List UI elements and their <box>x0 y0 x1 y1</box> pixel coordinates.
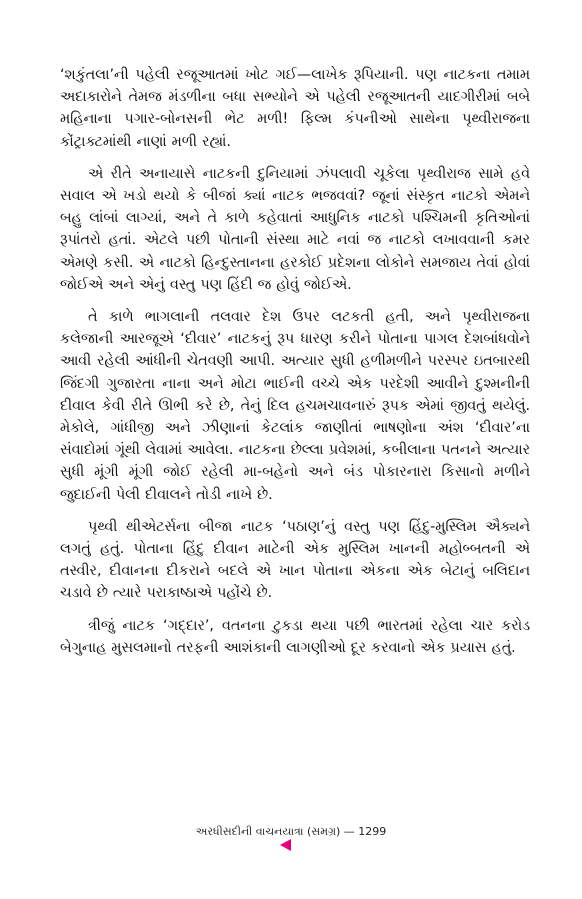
paragraph-4: પૃથ્વી થીએટર્સના બીજા નાટક ‘પઠાણ’નું વસ્તુ પણ હિંદુ-મુસ્લિમ ઐક્યને લગતું હતું. પોતાના હિંદુ દીવાન માટેની એક મુસ્લિમ ખાનની મહોબ્બતની એ તસ્વીર, દીવાનના દીકરાને બદલે એ ખાન પોતાના એકના એક બેટાનું બલિદાન ચડાવે છે ત્યારે પરાકાષ્ઠાએ પહોંચે છે. <box>60 518 530 602</box>
page-content <box>60 64 530 669</box>
paragraph-2: એ રીતે અનાયાસે નાટકની દુનિયામાં ઝંપલાવી ચૂકેલા પૃથ્વીરાજ સામે હવે સવાલ એ ખડો થયો કે બીજાં ક્યાં નાટક ભજવવાં? જૂનાં સંસ્કૃત નાટકો એમને બહુ લાંબાં લાગ્યાં, અને તે કાળે કહેવાતાં આધુનિક નાટકો પશ્ચિમની કૃતિઓનાં રૂપાંતરો હતાં. એટલે પછી પોતાની સંસ્થા માટે નવાં જ નાટકો લખાવવાની કમર એમણે કસી. એ નાટકો હિન્દુસ્તાનના હરકોઈ પ્રદેશના લોકોને સમજાય તેવાં હોવાં જોઈએ અને એનું વસ્તુ પણ હિંદી જ હોવું જોઈએ. <box>60 165 530 293</box>
paragraph-5: ત્રીજું નાટક ‘ગદ્દાર’, વતનના ટુકડા થયા પછી ભારતમાં રહેલા ચાર કરોડ બેગુનાહ મુસલમાનો તરફની આશંકાની લાગણીઓ દૂર કરવાનો એક પ્રયાસ હતું. <box>60 617 530 656</box>
paragraph-3: તે કાળે ભાગલાની તલવાર દેશ ઉપર લટકતી હતી, અને પૃથ્વીરાજના કલેજાની આરજૂએ ‘દીવાર’ નાટકનું રૂપ ધારણ કરીને પોતાના પાગલ દેશબાંધવોને આવી રહેલી આંધીની ચેતવણી આપી. અત્યાર સુધી હળીમળીને પરસ્પર ઇતબારથી જિંદગી ગુજારતા નાના અને મોટા ભાઈની વચ્ચે એક પરદેશી આવીને દુશ્મનીની દીવાલ કેવી રીતે ઊભી કરે છે, તેનું દિલ હચમચાવનારું રૂપક એમાં જીવતું થયેલું. મેકોલે, ગાંધીજી અને ઝીણાનાં કેટલાંક જાણીતાં ભાષણોના અંશ ‘દીવાર’ના સંવાદોમાં ગૂંથી લેવામાં આવેલા. નાટકના છેલ્લા પ્રવેશમાં, કબીલાના પતનને અત્યાર સુધી મૂંગી મૂંગી જોઈ રહેલી મા-બહેનો અને બંડ પોકારનારા કિસાનો મળીને જુદાઈની પેલી દીવાલને તોડી નાખે છે. <box>60 309 530 503</box>
paragraph-1: ‘શકુંતલા’ની પહેલી રજૂઆતમાં ખોટ ગઈ—લાખેક રૂપિયાની. પણ નાટકના તમામ અદાકારોને તેમજ મંડળીના બધા સભ્યોને એ પહેલી રજૂઆતની યાદગીરીમાં બબે મહિનાના પગાર-બોનસની ભેટ મળી! ફિલ્મ કંપનીઓ સાથેના પૃથ્વીરાજના કોંટ્રાક્ટમાંથી નાણાં મળી રહ્યાં. <box>60 67 530 150</box>
page-footer: અરધીસદીની વાચનયાત્રા (સમગ્ર) — 1299 <box>195 825 387 838</box>
previous-page-arrow-icon[interactable] <box>280 839 291 851</box>
